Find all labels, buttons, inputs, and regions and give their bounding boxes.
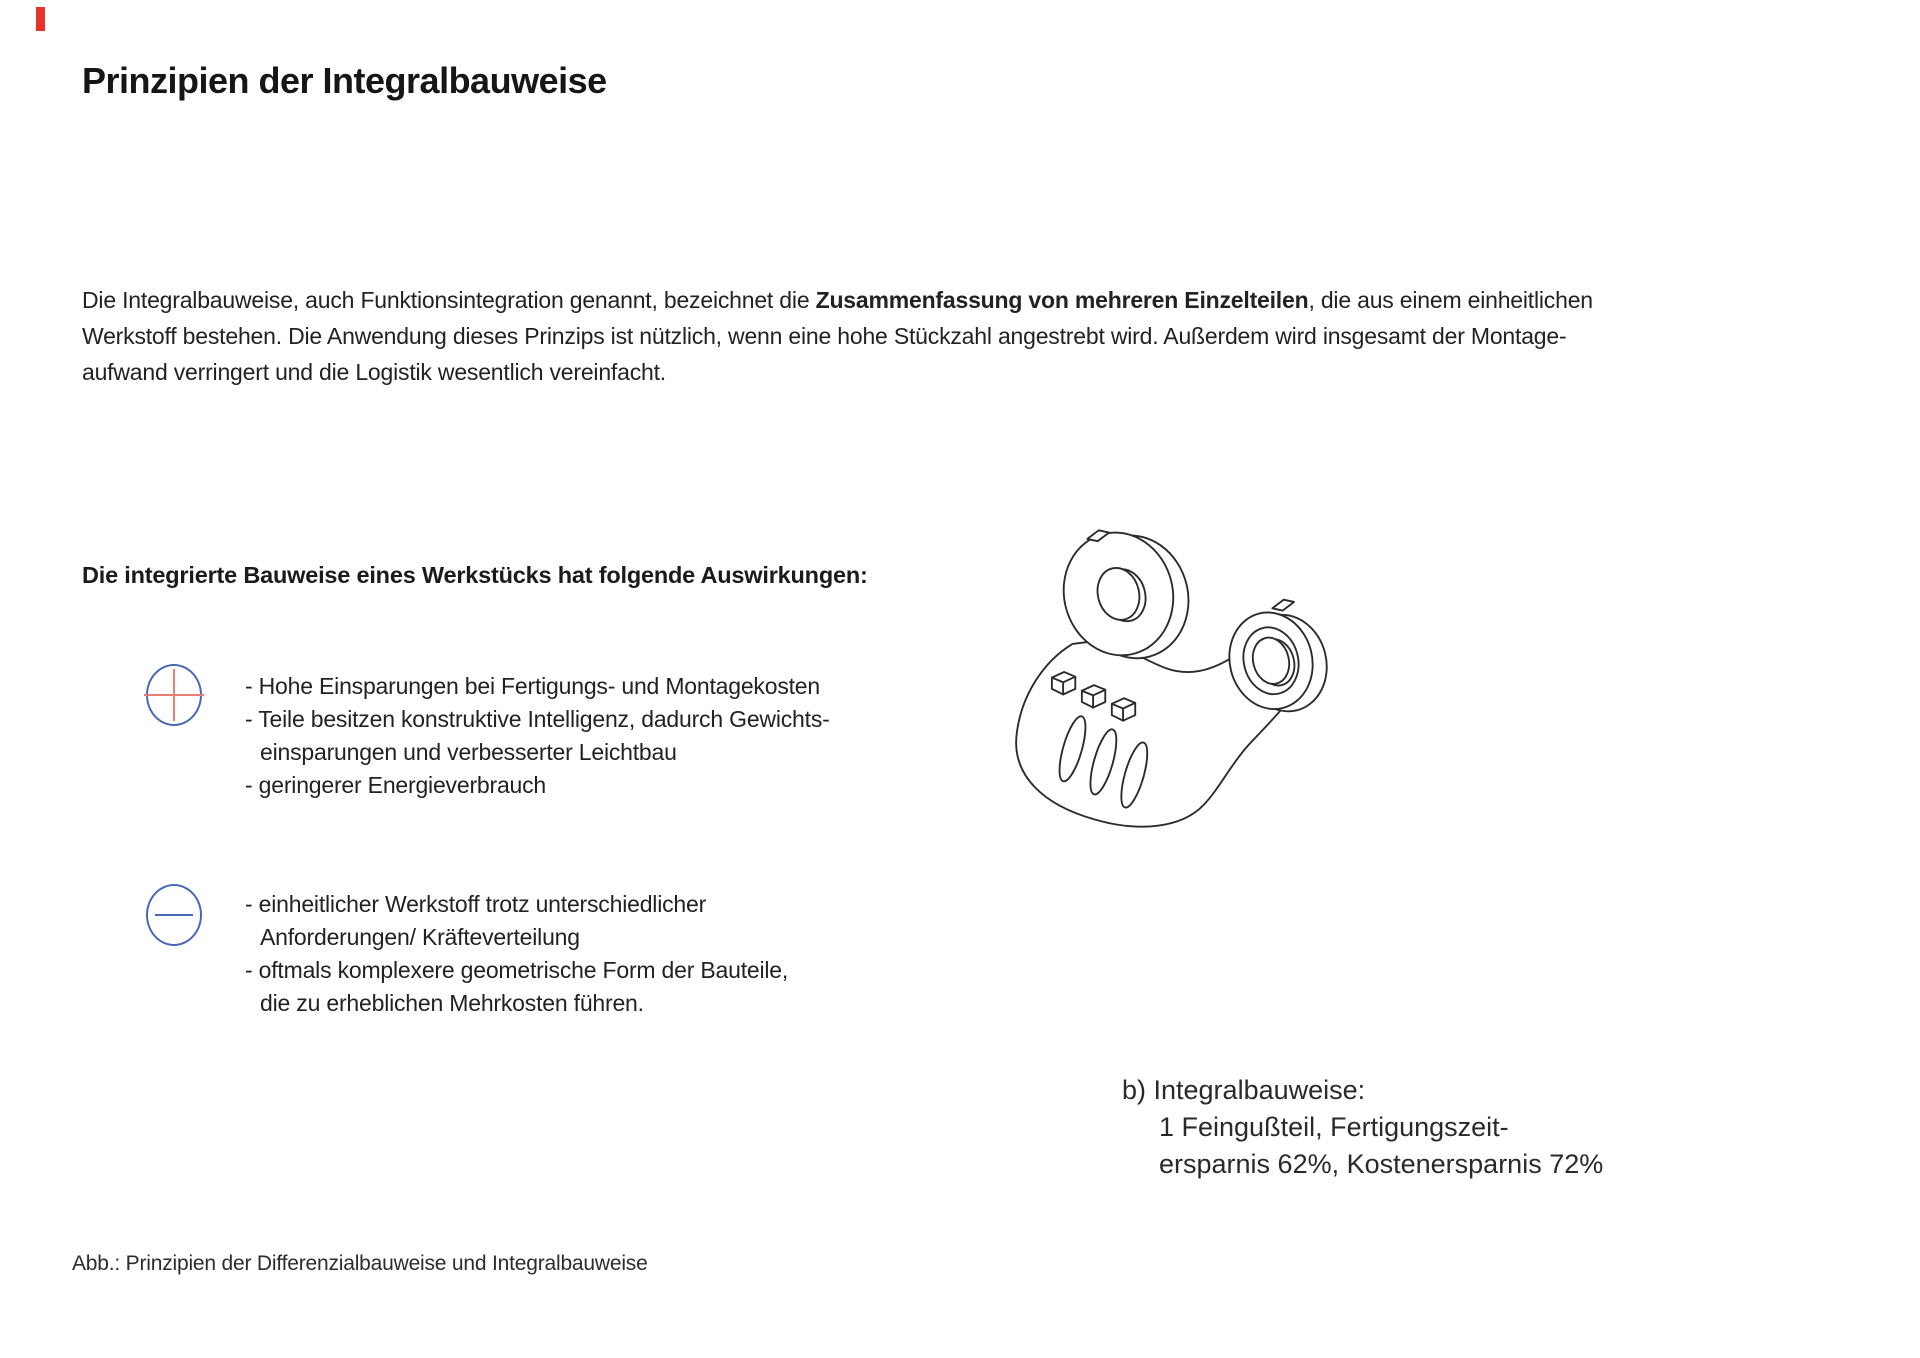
page-title: Prinzipien der Integralbauweise (82, 60, 607, 101)
intro-paragraph (82, 282, 1593, 390)
drawing-caption-line-1: b) Integralbauweise: (1122, 1075, 1366, 1105)
red-accent-mark (36, 7, 45, 31)
cons-line: die zu erheblichen Mehrkosten führen. (260, 990, 644, 1016)
minus-horizontal-bar (155, 914, 193, 916)
minus-circle-icon (146, 884, 202, 946)
cons-line: Anforderungen/ Kräfteverteilung (260, 924, 580, 950)
cons-line: - oftmals komplexere geometrische Form der Bauteile, (245, 957, 789, 983)
cons-line: - einheitlicher Werkstoff trotz unterschiedlicher (245, 891, 707, 917)
pros-line: - geringerer Energieverbrauch (245, 772, 547, 798)
plus-horizontal-bar (144, 694, 204, 696)
figure-bottom-caption: Abb.: Prinzipien der Differenzialbauweise und Integralbauweise (72, 1252, 648, 1275)
integral-part-drawing (962, 498, 1374, 846)
cons-list (245, 888, 788, 1020)
intro-line-2: Werkstoff bestehen. Die Anwendung dieses Prinzips ist nützlich, wenn eine hohe Stückzahl angestrebt wird. Außerdem wird insgesamt der Montage- (82, 323, 1567, 349)
effects-heading: Die integrierte Bauweise eines Werkstücks hat folgende Auswirkungen: (82, 562, 868, 588)
drawing-caption (1122, 1072, 1603, 1183)
pros-line: - Hohe Einsparungen bei Fertigungs- und Montagekosten (245, 673, 820, 699)
drawing-caption-line-2: 1 Feingußteil, Fertigungszeit- (1159, 1112, 1509, 1142)
plus-circle-icon (146, 664, 202, 726)
intro-line-1: Die Integralbauweise, auch Funktionsintegration genannt, bezeichnet die Zusammenfassung von mehreren Einzelteilen, die aus einem einheitlichen (82, 287, 1593, 313)
intro-line-3: aufwand verringert und die Logistik wesentlich vereinfacht. (82, 359, 666, 385)
drawing-caption-line-3: ersparnis 62%, Kostenersparnis 72% (1159, 1149, 1604, 1179)
intro-bold-phrase: Zusammenfassung von mehreren Einzelteilen (815, 287, 1309, 313)
pros-line: - Teile besitzen konstruktive Intelligenz, dadurch Gewichts- (245, 706, 830, 732)
pros-list (245, 670, 830, 802)
pros-line: einsparungen und verbesserter Leichtbau (260, 739, 677, 765)
